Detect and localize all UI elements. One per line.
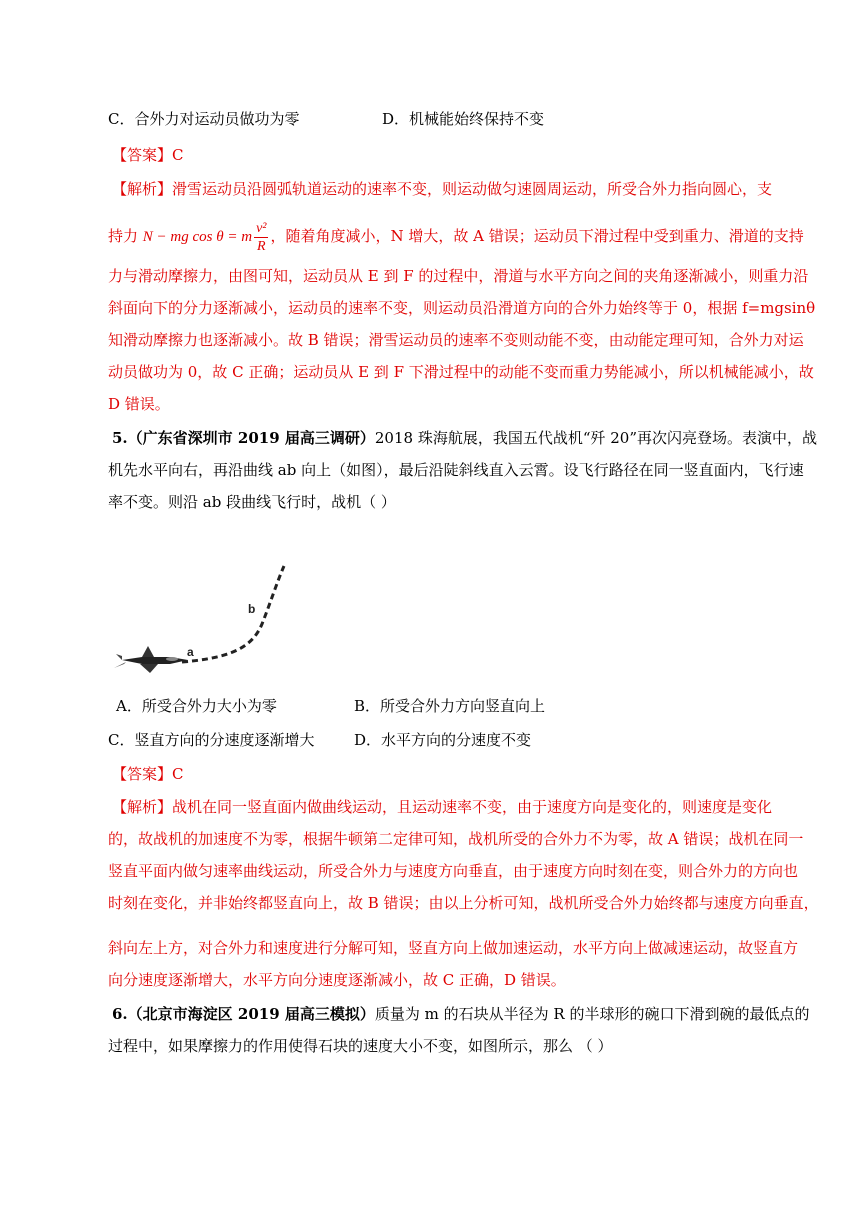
- label-a: a: [187, 645, 194, 659]
- q5-answer: 【答案】C: [112, 765, 184, 783]
- label-b: b: [248, 602, 256, 616]
- q5-stem-line-3: 率不变。则沿 ab 段曲线飞行时，战机（ ）: [108, 493, 396, 511]
- q6-source: （北京市海淀区 2019 届高三模拟）: [127, 1005, 375, 1023]
- q5-analysis-line-2: 的，故战机的加速度不为零，根据牛顿第二定律可知，战机所受的合外力不为零，故 A 错误；战机在同一: [108, 830, 804, 848]
- q6-number: 6.: [112, 1005, 128, 1023]
- q5-analysis-tag: 【解析】: [112, 798, 173, 816]
- q5-source: （广东省深圳市 2019 届高三调研）: [127, 429, 375, 447]
- q4-analysis-line-7: D 错误。: [108, 395, 170, 413]
- q5-analysis-line-4: 时刻在变化，并非始终都竖直向上，故 B 错误；由以上分析可知，战机所受合外力始终都与速度方向垂直，: [108, 894, 819, 912]
- formula-fraction: [254, 220, 268, 255]
- q5-analysis-line-5: 斜向左上方，对合外力和速度进行分解可知，竖直方向上做加速运动，水平方向上做减速运动，故竖直方: [108, 939, 799, 957]
- q5-number: 5.: [112, 429, 128, 447]
- flight-path-dashed: [182, 566, 284, 662]
- q5-analysis-line-1: 【解析】战机在同一竖直面内做曲线运动，且运动速率不变，由于速度方向是变化的，则速度是变化: [112, 798, 773, 816]
- formula-numerator: v²: [256, 220, 267, 236]
- q4-analysis-line-4: 斜面向下的分力逐渐减小，运动员的速率不变，则运动员沿滑道方向的合外力始终等于 0，根据 f=mgsinθ: [108, 299, 816, 317]
- q4-analysis-line-6: 动员做功为 0，故 C 正确；运动员从 E 到 F 下滑过程中的动能不变而重力势能减小，所以机械能减小，故: [108, 363, 814, 381]
- q5-analysis-line-6: 向分速度逐渐增大，水平方向分速度逐渐减小，故 C 正确，D 错误。: [108, 971, 566, 989]
- q4-analysis-line-1: 【解析】滑雪运动员沿圆弧轨道运动的速率不变，则运动做匀速圆周运动，所受合外力指向圆心，支: [112, 180, 773, 198]
- q5-stem-line-1: 5.（广东省深圳市 2019 届高三调研）2018 珠海航展，我国五代战机“歼 20”再次闪亮登场。表演中，战: [112, 429, 818, 447]
- formula-lhs: N − mg cos θ = m: [142, 229, 253, 245]
- jet-flight-path-figure: [112, 560, 302, 684]
- q4-option-c: C．合外力对运动员做功为零: [108, 110, 300, 128]
- q4-analysis-line-5: 知滑动摩擦力也逐渐减小。故 B 错误；滑雪运动员的速率不变则动能不变，由动能定理可知，合外力对运: [108, 331, 804, 349]
- q5-analysis-line-3: 竖直平面内做匀速率曲线运动，所受合外力与速度方向垂直，由于速度方向时刻在变，则合外力的方向也: [108, 862, 799, 880]
- jet-icon: [114, 646, 188, 673]
- q4-answer: 【答案】C: [112, 146, 184, 164]
- q4-option-d: D．机械能始终保持不变: [382, 110, 545, 128]
- q5-stem-line-2: 机先水平向右，再沿曲线 ab 向上（如图），最后沿陡斜线直入云霄。设飞行路径在同一竖直面内，飞行速: [108, 461, 804, 479]
- q5-option-a: A．所受合外力大小为零: [116, 697, 277, 715]
- q4-analysis-line-3: 力与滑动摩擦力，由图可知，运动员从 E 到 F 的过程中，滑道与水平方向之间的夹角逐渐减小，则重力沿: [108, 267, 809, 285]
- q5-option-c: C．竖直方向的分速度逐渐增大: [108, 731, 315, 749]
- q5-option-d: D．水平方向的分速度不变: [354, 731, 532, 749]
- q4-analysis-tag: 【解析】: [112, 180, 173, 198]
- q6-stem-line-2: 过程中，如果摩擦力的作用使得石块的速度大小不变，如图所示，那么 （ ）: [108, 1037, 613, 1055]
- formula-denominator: R: [256, 238, 266, 254]
- q4-analysis-line-2: 持力 N − mg cos θ = m $\frac{\text{v²}}{R}$ ，随着角度减小，N 增大，故 A 错误；运动员下滑过程中受到重力、滑道的支持: [108, 220, 804, 254]
- q5-option-b: B．所受合外力方向竖直向上: [354, 697, 546, 715]
- q6-stem-line-1: 6.（北京市海淀区 2019 届高三模拟）质量为 m 的石块从半径为 R 的半球形的碗口下滑到碗的最低点的: [112, 1005, 810, 1023]
